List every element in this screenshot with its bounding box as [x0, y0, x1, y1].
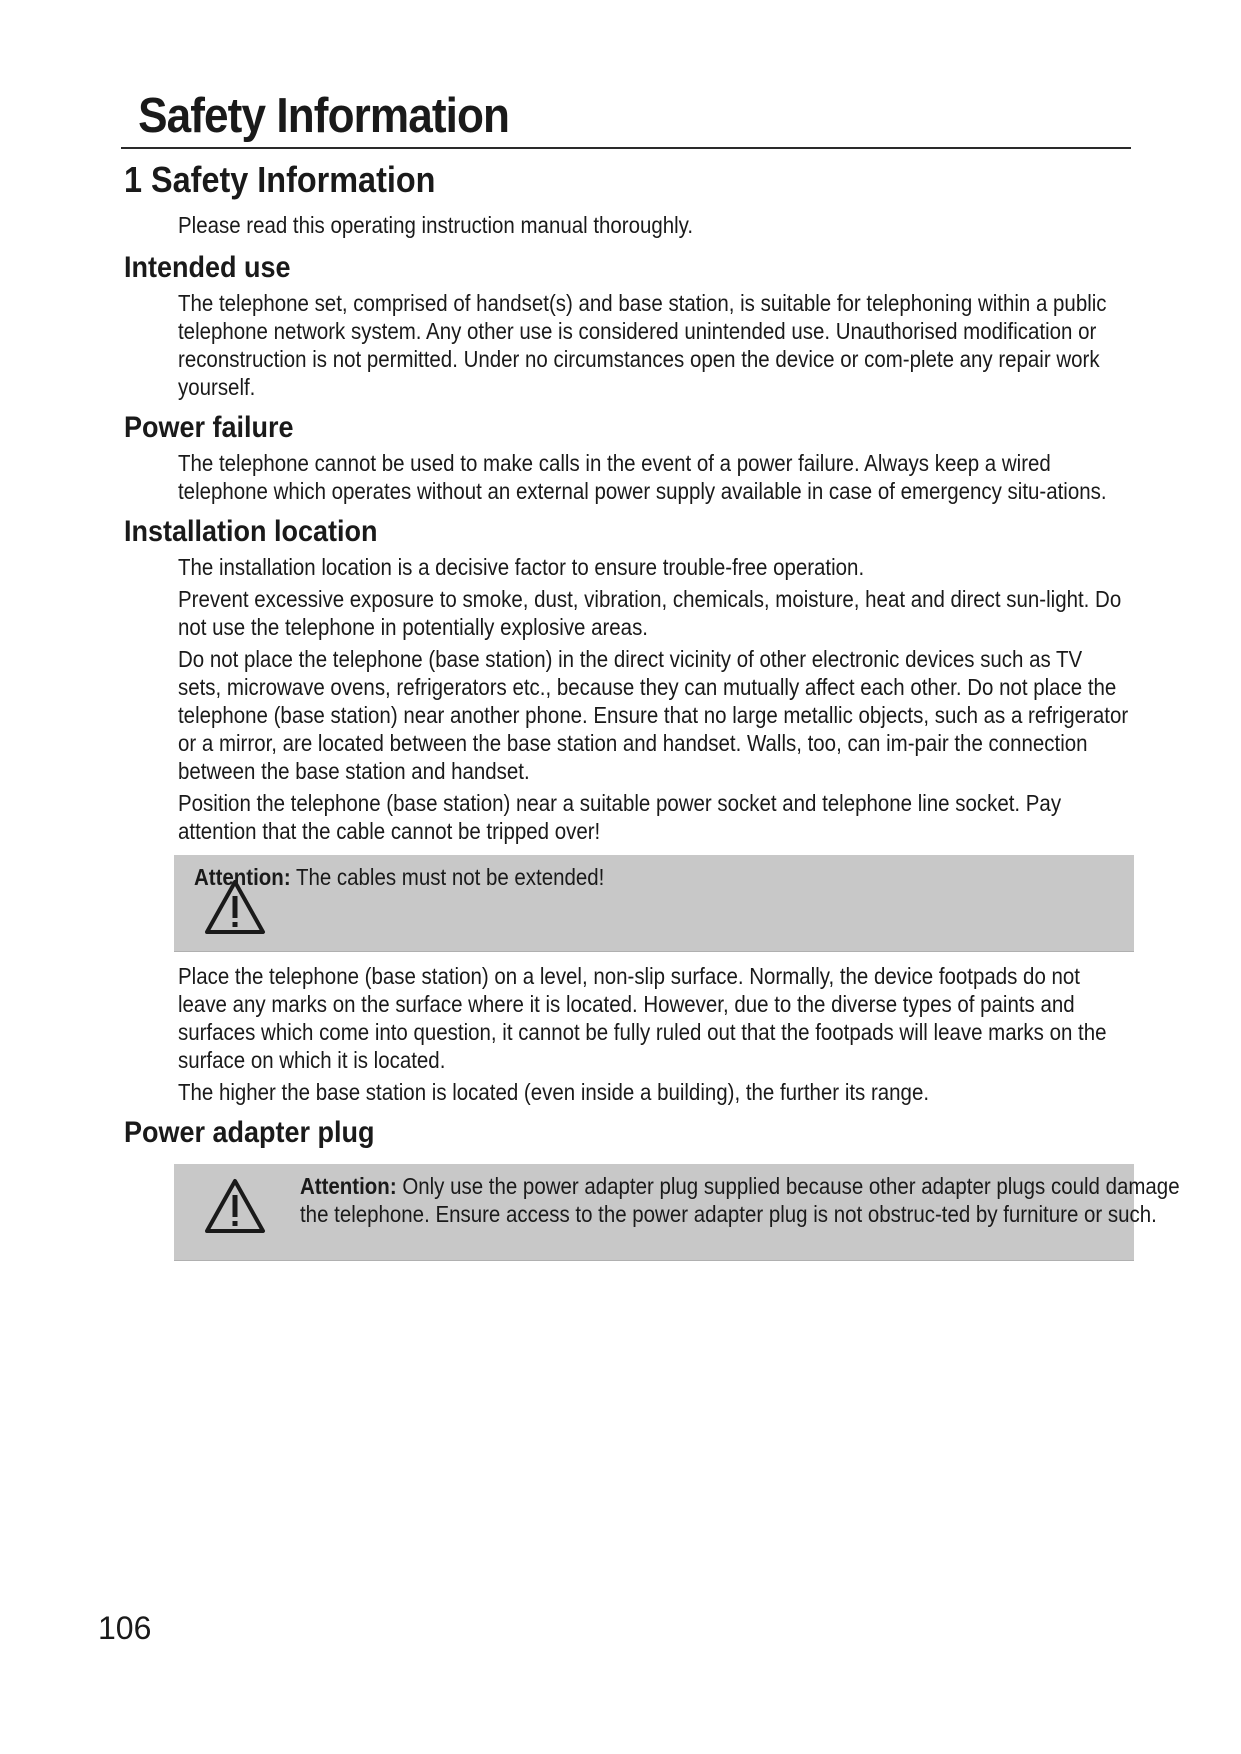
installation-paragraph: The installation location is a decisive factor to ensure trouble-free operation.	[178, 554, 865, 580]
attention-box-cables	[174, 855, 1134, 952]
installation-paragraph: The higher the base station is located (even inside a building), the further its range.	[178, 1079, 930, 1105]
installation-paragraph: Position the telephone (base station) near a suitable power socket and telephone line socket. Pay attention that the cable cannot be tripped over!	[178, 790, 1062, 844]
intended-use-heading: Intended use	[124, 251, 291, 284]
attention-label: Attention:	[300, 1173, 397, 1199]
attention-message: The cables must not be extended!	[295, 864, 605, 890]
attention-box-adapter	[174, 1164, 1180, 1261]
page-title: Safety Information	[138, 89, 510, 143]
power-failure-section	[124, 407, 1134, 505]
section-title: 1 Safety Information	[124, 159, 436, 200]
power-failure-paragraph: The telephone cannot be used to make calls in the event of a power failure. Always keep a wired telephone which operates without an external power supply available in case of emergency situ-ations.	[178, 450, 1107, 504]
page-number: 106	[98, 1610, 152, 1646]
attention-label: Attention:	[194, 864, 291, 890]
page-header	[121, 86, 1129, 146]
attention-text	[300, 1172, 1194, 1228]
installation-paragraph: Place the telephone (base station) on a level, non-slip surface. Normally, the device footpads do not leave any marks on the surface where it is located. However, due to the diverse types of paints and surfaces which come into question, it cannot be fully ruled out that the footpads will leave marks on the surface on which it is located.	[178, 963, 1107, 1073]
installation-paragraph: Prevent excessive exposure to smoke, dust, vibration, chemicals, moisture, heat and direct sun-light. Do not use the telephone in potentially explosive areas.	[178, 586, 1122, 640]
installation-paragraph: Do not place the telephone (base station) in the direct vicinity of other electronic devices such as TV sets, microwave ovens, refrigerators etc., because they can mutually affect each other. Do not place the telephone (base station) near another phone. Ensure that no large metallic objects, such as a refrigerator or a mirror, are located between the base station and handset. Walls, too, can im-pair the connection between the base station and handset.	[178, 646, 1129, 784]
power-adapter-plug-section	[124, 1112, 1180, 1261]
installation-location-section	[124, 511, 1134, 1106]
installation-location-heading: Installation location	[124, 515, 378, 548]
power-adapter-plug-heading: Power adapter plug	[124, 1116, 375, 1149]
intended-use-paragraph: The telephone set, comprised of handset(s) and base station, is suitable for telephoning within a public telephone network system. Any other use is considered unintended use. Unauthorised modification or reconstruction is not permitted. Under no circumstances open the device or com-plete any repair work yourself.	[178, 290, 1107, 400]
intro-paragraph: Please read this operating instruction manual thoroughly.	[178, 212, 694, 238]
document-body	[124, 155, 1180, 1271]
attention-message: Only use the power adapter plug supplied because other adapter plugs could damage the telephone. Ensure access to the power adapter plug is not obstruc-ted by furniture or such.	[300, 1173, 1180, 1227]
header-divider	[121, 147, 1131, 149]
intended-use-section	[124, 247, 1134, 401]
warning-triangle-icon	[204, 1178, 266, 1234]
power-failure-heading: Power failure	[124, 411, 294, 444]
attention-text	[194, 863, 1102, 891]
